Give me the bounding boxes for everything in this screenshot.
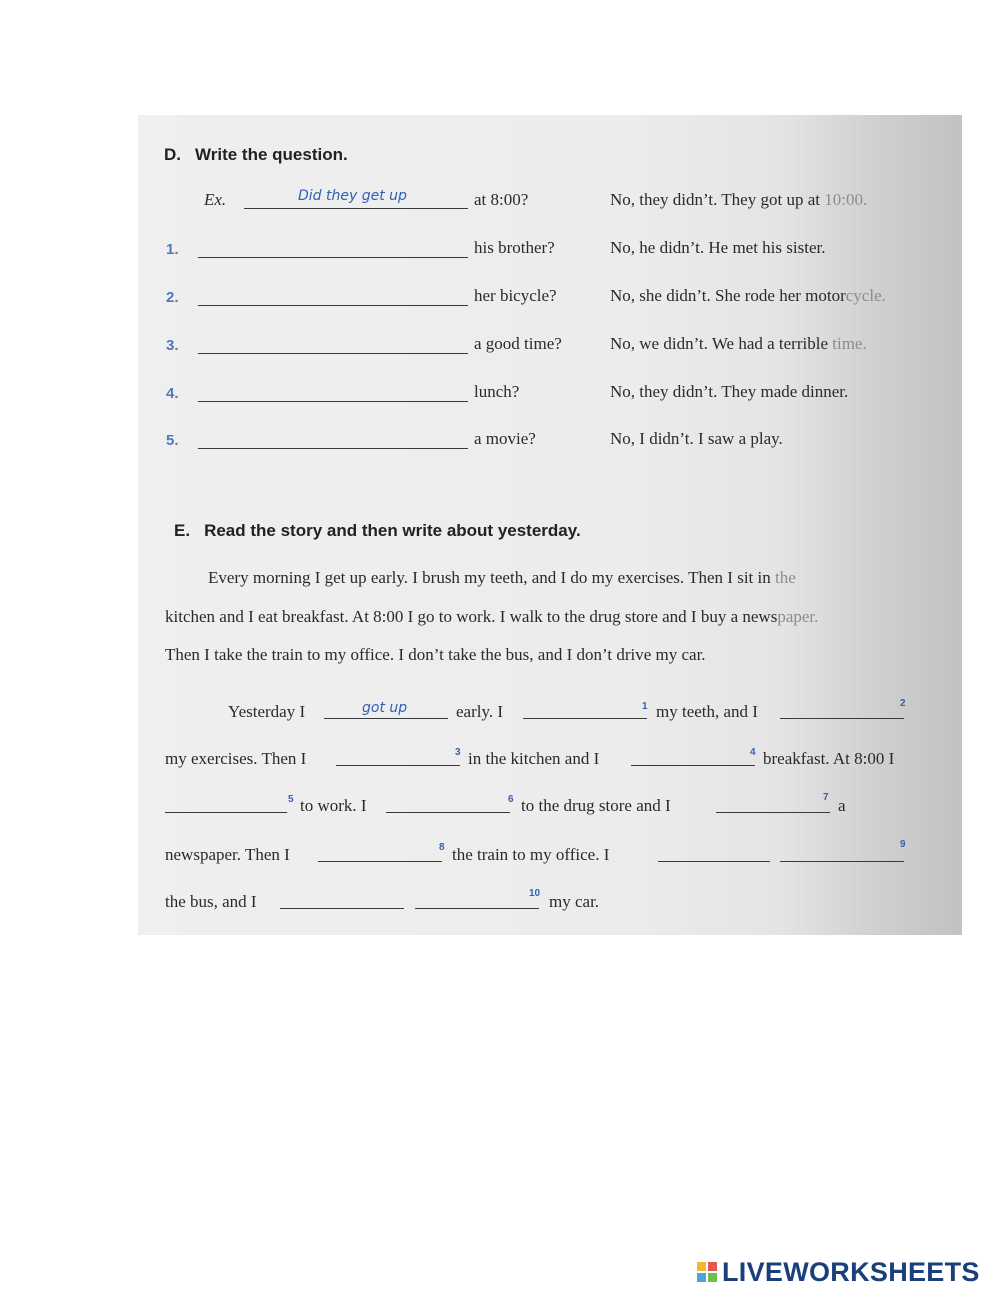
blank-number-4: 4 [750,747,756,758]
question-end-4: lunch? [474,382,520,401]
response-3: No, we didn’t. We had a terrible time. [610,334,867,353]
blank-number-3: 3 [455,747,461,758]
blank-input-10a[interactable] [280,908,404,909]
yesterday-text-3a: to work. I [300,796,367,815]
section-d-title: Write the question. [195,145,348,164]
blank-number-5: 5 [288,794,294,805]
question-number-1: 1. [166,241,179,258]
yesterday-text-4a: newspaper. Then I [165,845,290,864]
section-e-letter: E. [174,521,191,540]
question-input-3[interactable] [198,353,468,354]
logo-block [708,1262,717,1271]
blank-input-3[interactable] [336,765,460,766]
yesterday-text-1a: Yesterday I [228,702,306,721]
example-question-end: at 8:00? [474,190,529,209]
blank-number-1: 1 [642,701,648,712]
yesterday-text-1b: early. I [456,702,504,721]
question-number-2: 2. [166,289,179,306]
blank-number-7: 7 [823,792,829,803]
yesterday-text-5b: my car. [549,892,600,911]
yesterday-text-3b: to the drug store and I [521,796,671,815]
question-input-1[interactable] [198,257,468,258]
story-line-2: kitchen and I eat breakfast. At 8:00 I go to work. I walk to the drug store and I buy a newspaper. [165,607,819,626]
blank-input-9b[interactable] [780,861,904,862]
yesterday-text-3c: a [838,796,846,815]
question-end-2: her bicycle? [474,286,557,305]
logo-block [697,1262,706,1271]
blank-input-6[interactable] [386,812,510,813]
example-answer: Did they get up [298,188,407,204]
blank-number-10: 10 [529,888,541,899]
blank-number-9: 9 [900,839,906,850]
question-number-3: 3. [166,337,179,354]
blank-number-8: 8 [439,842,445,853]
worksheet-scan [138,115,962,935]
yesterday-example-answer: got up [362,700,408,716]
blank-input-2[interactable] [780,718,904,719]
blank-number-6: 6 [508,794,514,805]
yesterday-text-1c: my teeth, and I [656,702,758,721]
question-number-4: 4. [166,385,179,402]
response-5: No, I didn’t. I saw a play. [610,429,783,448]
yesterday-text-2a: my exercises. Then I [165,749,307,768]
question-input-4[interactable] [198,401,468,402]
logo-blocks-icon [697,1262,717,1282]
question-end-1: his brother? [474,238,555,257]
blank-input-4[interactable] [631,765,755,766]
response-1: No, he didn’t. He met his sister. [610,238,826,257]
question-end-3: a good time? [474,334,562,353]
question-end-5: a movie? [474,429,536,448]
example-label: Ex. [204,190,227,209]
blank-input-9a[interactable] [658,861,770,862]
blank-input-8[interactable] [318,861,442,862]
section-d-letter: D. [164,145,181,164]
blank-number-2: 2 [900,698,906,709]
yesterday-text-2c: breakfast. At 8:00 I [763,749,895,768]
question-input-2[interactable] [198,305,468,306]
example-answer-line [244,208,468,209]
blank-input-10b[interactable] [415,908,539,909]
example-blank-line [324,718,448,719]
question-number-5: 5. [166,432,179,449]
logo-block [697,1273,706,1282]
yesterday-text-4b: the train to my office. I [452,845,610,864]
blank-input-1[interactable] [523,718,647,719]
yesterday-text-5a: the bus, and I [165,892,257,911]
response-4: No, they didn’t. They made dinner. [610,382,849,401]
logo-text: LIVEWORKSHEETS [722,1256,980,1287]
story-line-3: Then I take the train to my office. I don’t take the bus, and I don’t drive my car. [165,645,706,664]
yesterday-text-2b: in the kitchen and I [468,749,600,768]
example-response: No, they didn’t. They got up at 10:00. [610,190,868,209]
section-d-heading [164,145,348,165]
question-input-5[interactable] [198,448,468,449]
blank-input-5[interactable] [165,812,287,813]
section-e-title: Read the story and then write about yesterday. [204,521,581,540]
story-line-1: Every morning I get up early. I brush my teeth, and I do my exercises. Then I sit in the [208,568,796,587]
blank-input-7[interactable] [716,812,830,813]
liveworksheets-logo [697,1257,980,1287]
section-e-heading [174,521,581,541]
logo-block [708,1273,717,1282]
response-2: No, she didn’t. She rode her motorcycle. [610,286,886,305]
